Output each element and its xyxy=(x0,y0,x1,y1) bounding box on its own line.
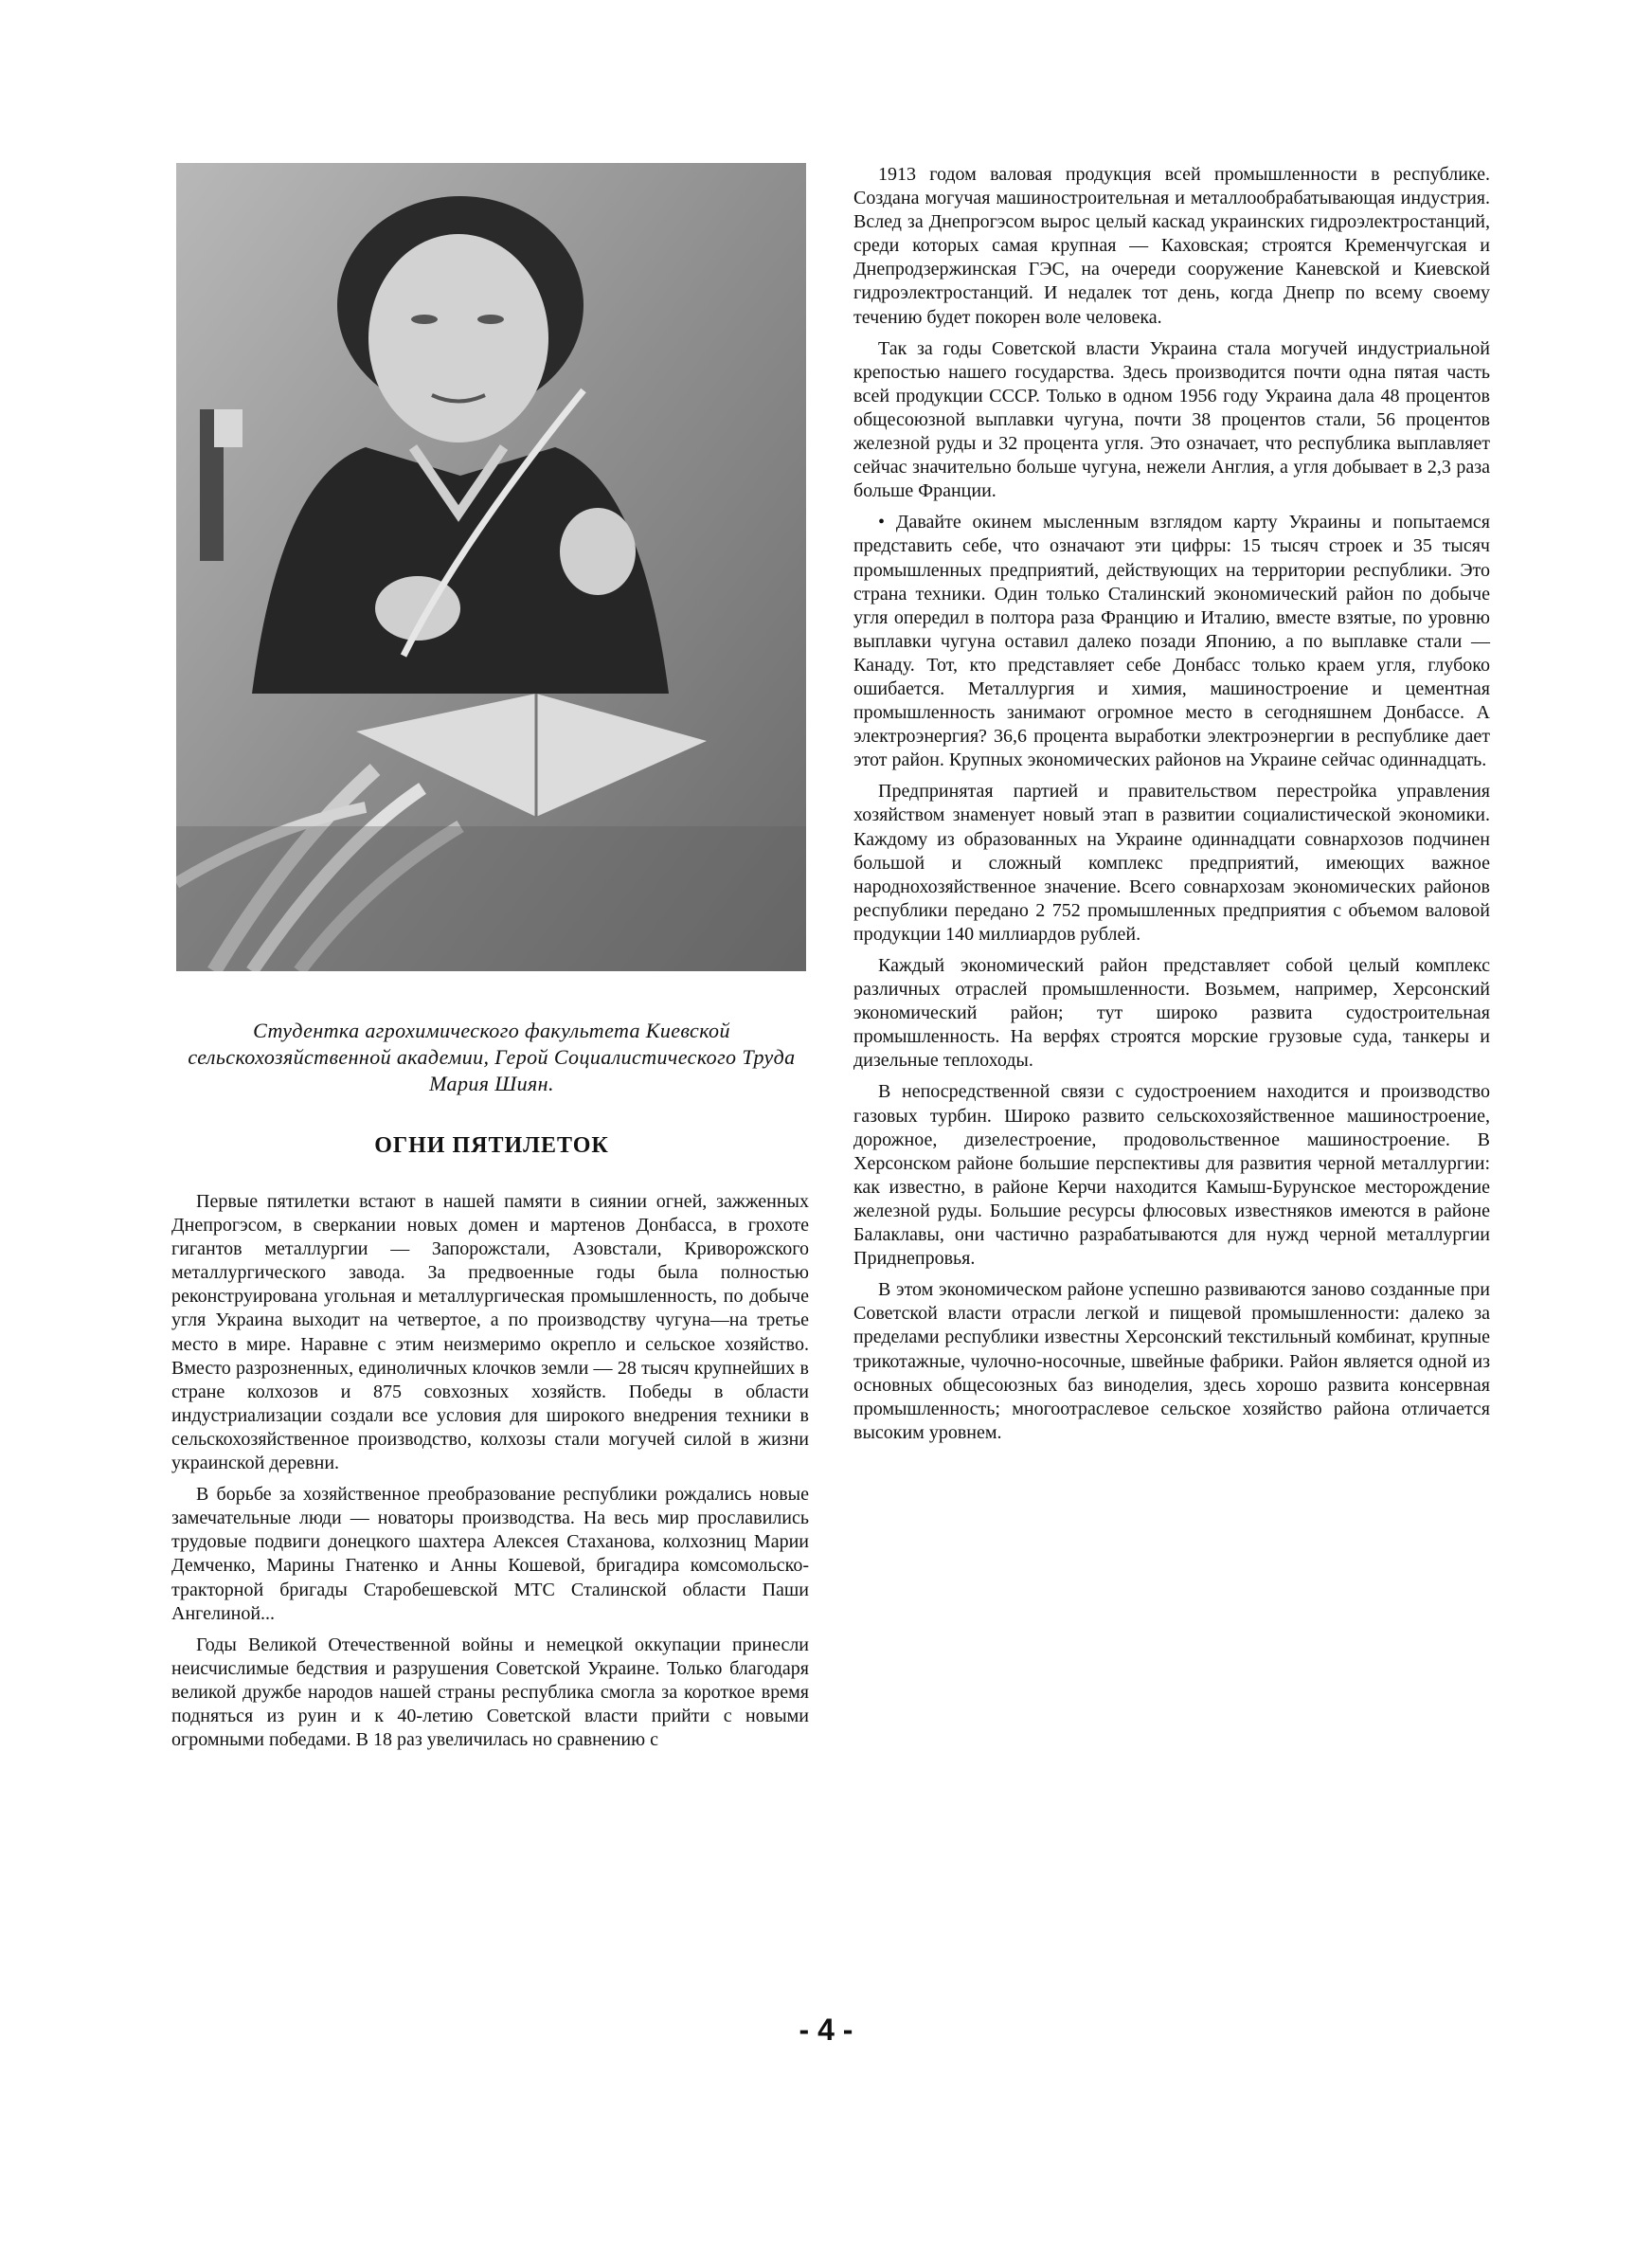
paragraph: В этом экономическом районе успешно развиваются заново созданные при Советской власти отрасли легкой и пищевой промышленности: далеко за пределами республики известны Херсонский текстильный комбинат, крупные трикотажные, чулочно-носочные, швейные фабрики. Район является одной из основных общесоюзных баз виноделия, здесь хорошо развита консервная промышленность; многоотраслевое сельское хозяйство района отличается высоким уровнем. xyxy=(853,1279,1490,1443)
left-column xyxy=(171,1190,809,1760)
paragraph: В борьбе за хозяйственное преобразование республики рождались новые замечательные люди — новаторы производства. На весь мир прославились трудовые подвиги донецкого шахтера Алексея Стаханова, колхозниц Марии Демченко, Марины Гнатенко и Анны Кошевой, бригадира комсомольско-тракторной бригады Старобешевской МТС Сталинской области Паши Ангелиной... xyxy=(171,1484,809,1624)
photo-caption: Студентка агрохимического факультета Киевской сельскохозяйственной академии, Герой Социалистического Труда Мария Шиян. xyxy=(188,1019,796,1095)
paragraph: Предпринятая партией и правительством перестройка управления хозяйством знаменует новый этап в развитии социалистической экономики. Каждому из образованных на Украине одиннадцати совнархозов подчинен большой и сложный комплекс предприятий, имеющих важное народнохозяйственное значение. Всего совнархозам экономических районов республики передано 2 752 промышленных предприятия с объемом валовой продукции 140 миллиардов рублей. xyxy=(853,781,1490,945)
paragraph: Каждый экономический район представляет собой целый комплекс различных отраслей промышленности. Возьмем, например, Херсонский экономический район; тут широко развита судостроительная промышленность. На верфях строятся морские грузовые суда, танкеры и дизельные теплоходы. xyxy=(853,955,1490,1072)
article-heading: ОГНИ ПЯТИЛЕТОК xyxy=(374,1133,609,1158)
paragraph: Первые пятилетки встают в нашей памяти в сиянии огней, зажженных Днепрогэсом, в сверкании новых домен и мартенов Донбасса, в грохоте гигантов металлургии — Запорожстали, Азовстали, Криворожского металлургического завода. За предвоенные годы была полностью реконструирована угольная и металлургическая промышленность, по добыче угля Украина выходит на четвертое, а по производству чугуна—на третье место в мире. Наравне с этим неизмеримо окрепло и сельское хозяйство. Вместо разрозненных, единоличных клочков земли — 28 тысяч крупнейших в стране колхозов и 875 совхозных хозяйств. Победы в области индустриализации создали все условия для широкого внедрения техники в сельскохозяйственное производство, колхозы стали могучей силой в жизни украинской деревни. xyxy=(171,1191,809,1474)
portrait-photo-icon xyxy=(176,163,806,971)
right-column xyxy=(853,163,1490,1453)
portrait-photo xyxy=(176,163,806,971)
paragraph: • Давайте окинем мысленным взглядом карту Украины и попытаемся представить себе, что означают эти цифры: 15 тысяч строек и 35 тысяч промышленных предприятий, действующих на территории республики. Это страна техники. Один только Сталинский экономический район по добыче угля опередил в полтора раза Францию и Италию, вместе взятые, по уровню выплавки чугуна оставил далеко позади Японию, а по выплавке стали — Канаду. Тот, кто представляет себе Донбасс только краем угля, глубоко ошибается. Металлургия и химия, машиностроение и цементная промышленность занимают огромное место в сегодняшнем Донбассе. А электроэнергия? 36,6 процента выработки электроэнергии в республике дает этот район. Крупных экономических районов на Украине сейчас одиннадцать. xyxy=(853,512,1490,771)
paragraph: Так за годы Советской власти Украина стала могучей индустриальной крепостью нашего государства. Здесь производится почти одна пятая часть всей продукции СССР. Только в одном 1956 году Украина дала 48 процентов общесоюзной выплавки чугуна, почти 38 процентов стали, 56 процентов железной руды и 32 процента угля. Это означает, что республика выплавляет сейчас значительно больше чугуна, нежели Англия, а угля добывает в 2,3 раза больше Франции. xyxy=(853,337,1490,502)
paragraph: В непосредственной связи с судостроением находится и производство газовых турбин. Широко развито сельскохозяйственное машиностроение, дорожное, дизелестроение, продовольственное машиностроение. В Херсонском районе большие перспективы для развития черной металлургии: как известно, в районе Керчи находится Камыш-Бурунское месторождение железной руды. Большие ресурсы флюсовых известняков имеются в районе Балаклавы, они частично разрабатываются для нужд черной металлургии Приднепровья. xyxy=(853,1081,1490,1270)
paragraph: Годы Великой Отечественной войны и немецкой оккупации принесли неисчислимые бедствия и разрушения Советской Украине. Только благодаря великой дружбе народов нашей страны республика смогла за короткое время подняться из руин и к 40-летию Советской власти прийти с новыми огромными победами. В 18 раз увеличилась но сравнению с xyxy=(171,1634,809,1751)
page-number: - 4 - xyxy=(799,2013,853,2047)
paragraph: 1913 годом валовая продукция всей промышленности в республике. Создана могучая машиностроительная и металлообрабатывающая индустрия. Вслед за Днепрогэсом вырос целый каскад украинских гидроэлектростанций, среди которых самая крупная — Каховская; строятся Кременчугская и Днепродзержинская ГЭС, на очереди сооружение Каневской и Киевской гидроэлектростанций. И недалек тот день, когда Днепр по всему своему течению будет покорен воле человека. xyxy=(853,164,1490,328)
